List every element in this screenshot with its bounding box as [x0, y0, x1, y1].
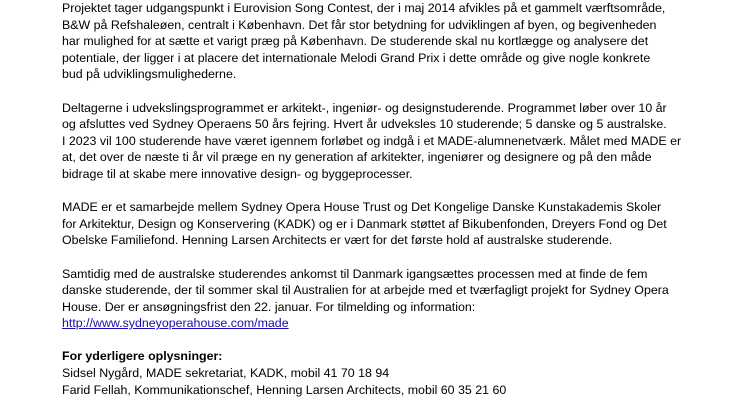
text-line: og afsluttes ved Sydney Operaens 50 års fejring. Hvert år udveksles 10 studerende; 5 danske og 5 australske.	[62, 117, 667, 132]
paragraph-spacer	[62, 332, 730, 349]
text-line: danske studerende, der til sommer skal til Australien for at arbejde med et tværfagligt projekt for Sydney Opera	[62, 283, 669, 298]
contact-line: Farid Fellah, Kommunikationschef, Henning Larsen Architects, mobil 60 35 21 60	[62, 382, 507, 397]
paragraph-application	[62, 266, 730, 332]
text-line: MADE er et samarbejde mellem Sydney Opera House Trust og Det Kongelige Danske Kunstakademis Skoler	[62, 200, 662, 215]
text-line: Deltagerne i udvekslingsprogrammet er arkitekt-, ingeniør- og designstuderende. Programmet løber over 10 år	[62, 100, 667, 115]
contact-line: Sidsel Nygård, MADE sekretariat, KADK, mobil 41 70 18 94	[62, 366, 390, 381]
text-line: har mulighed for at sætte et varigt præg på København. De studerende skal nu kortlægge og analysere det	[62, 34, 649, 49]
text-line: I 2023 vil 100 studerende have været igennem forløbet og indgå i et MADE-alumnenetværk. Målet med MADE er	[62, 133, 682, 148]
paragraph-exchange-program	[62, 100, 730, 183]
paragraph-spacer	[62, 183, 730, 200]
text-line: House. Der er ansøgningsfrist den 22. januar. For tilmelding og information:	[62, 299, 476, 314]
text-line	[62, 315, 730, 332]
sydney-opera-house-link[interactable]: http://www.sydneyoperahouse.com/made	[62, 316, 289, 331]
paragraph-spacer	[62, 249, 730, 266]
text-line: bud på udviklingsmulighederne.	[62, 67, 237, 82]
text-line: Samtidig med de australske studerendes ankomst til Danmark igangsættes processen med at finde de fem	[62, 266, 648, 281]
contacts-heading: For yderligere oplysninger:	[62, 349, 223, 364]
text-line: for Arkitektur, Design og Konservering (KADK) og er i Danmark støttet af Bikubenfonden, Dreyers Fond og Det	[62, 216, 667, 231]
text-line: potentiale, der ligger i at placere det internationale Melodi Grand Prix i dette område og give nogle konkrete	[62, 50, 651, 65]
text-line: B&W på Refshaleøen, centralt i København. Det får stor betydning for udviklingen af byen, og begivenheden	[62, 17, 657, 32]
paragraph-eurovision	[62, 0, 730, 83]
text-line: bidrage til at skabe mere innovative design- og byggeprocesser.	[62, 166, 413, 181]
paragraph-spacer	[62, 83, 730, 100]
text-line: at, det over de næste ti år vil præge en ny generation af arkitekter, ingeniører og designere og på den måde	[62, 150, 652, 165]
paragraph-partnership	[62, 199, 730, 249]
document-page	[62, 0, 730, 398]
text-line: Obelske Familiefond. Henning Larsen Architects er vært for det første hold af australske studerende.	[62, 233, 613, 248]
contacts-section	[62, 348, 730, 398]
text-line: Projektet tager udgangspunkt i Eurovision Song Contest, der i maj 2014 afvikles på et gammelt værftsområde,	[62, 1, 666, 15]
